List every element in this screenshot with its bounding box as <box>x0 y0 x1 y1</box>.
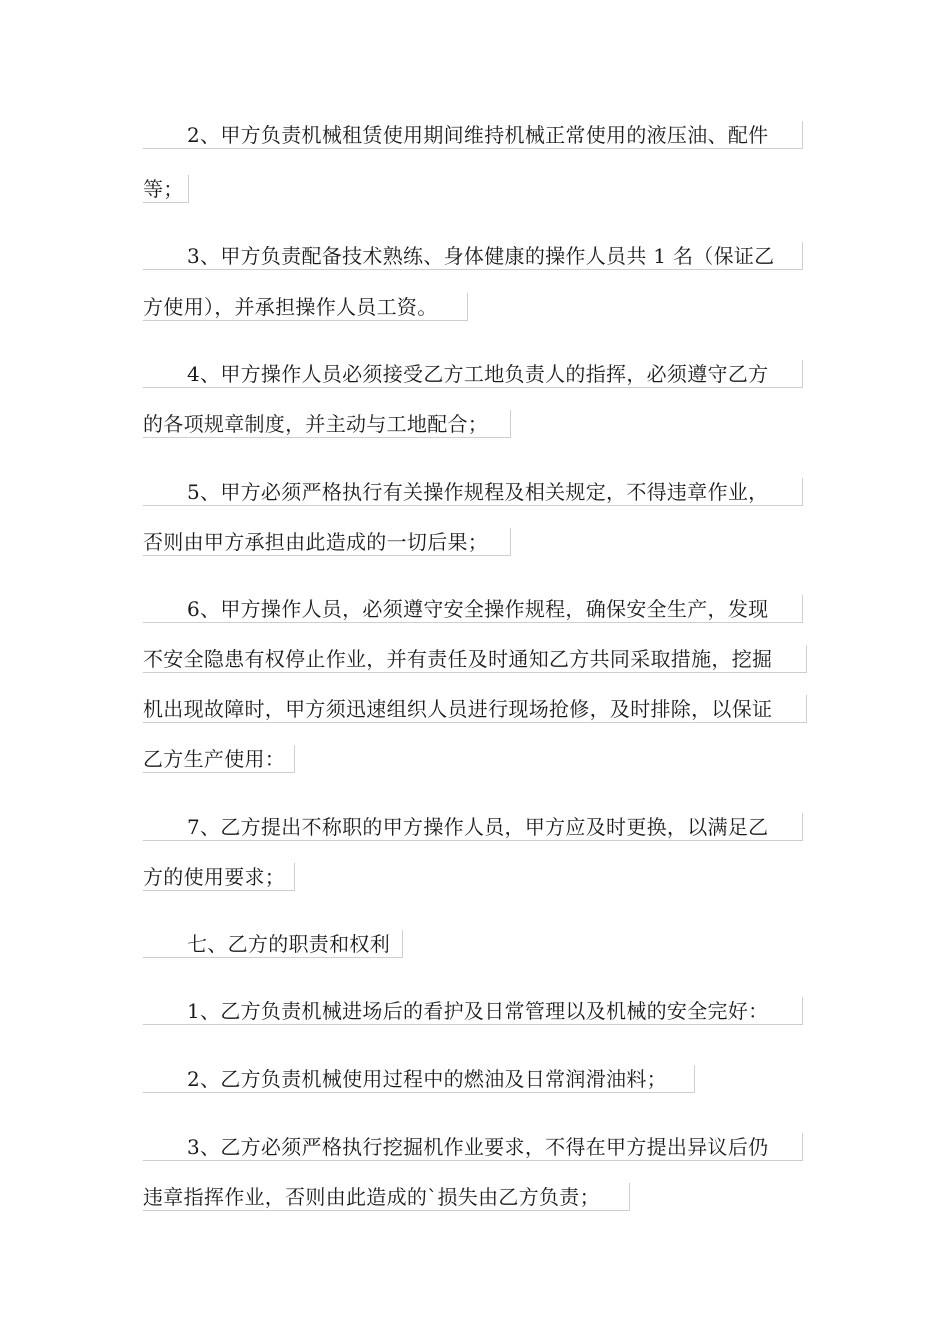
text-line: 方使用），并承担操作人员工资。 <box>143 293 468 321</box>
text-line: 方的使用要求； <box>143 863 295 891</box>
text-line: 2、甲方负责机械租赁使用期间维持机械正常使用的液压油、配件 <box>143 121 803 149</box>
text-line: 2、乙方负责机械使用过程中的燃油及日常润滑油料； <box>143 1065 695 1093</box>
text-line: 违章指挥作业，否则由此造成的`损失由乙方负责； <box>143 1183 630 1211</box>
text-line: 的各项规章制度，并主动与工地配合； <box>143 410 511 438</box>
text-line: 不安全隐患有权停止作业，并有责任及时通知乙方共同采取措施，挖掘 <box>143 645 807 673</box>
text-line: 6、甲方操作人员，必须遵守安全操作规程，确保安全生产，发现 <box>143 595 803 623</box>
text-line: 3、乙方必须严格执行挖掘机作业要求，不得在甲方提出异议后仍 <box>143 1133 803 1161</box>
text-line: 3、甲方负责配备技术熟练、身体健康的操作人员共 1 名（保证乙 <box>143 242 803 270</box>
text-line: 7、乙方提出不称职的甲方操作人员，甲方应及时更换，以满足乙 <box>143 813 803 841</box>
text-line: 等； <box>143 175 189 203</box>
text-line: 4、甲方操作人员必须接受乙方工地负责人的指挥，必须遵守乙方 <box>143 360 803 388</box>
text-line: 1、乙方负责机械进场后的看护及日常管理以及机械的安全完好： <box>143 997 803 1025</box>
text-line: 否则由甲方承担由此造成的一切后果； <box>143 528 511 556</box>
text-line: 5、甲方必须严格执行有关操作规程及相关规定，不得违章作业， <box>143 478 803 506</box>
text-line: 机出现故障时，甲方须迅速组织人员进行现场抢修，及时排除，以保证 <box>143 695 807 723</box>
section-heading: 七、乙方的职责和权利 <box>143 930 403 958</box>
text-line: 乙方生产使用： <box>143 745 295 773</box>
